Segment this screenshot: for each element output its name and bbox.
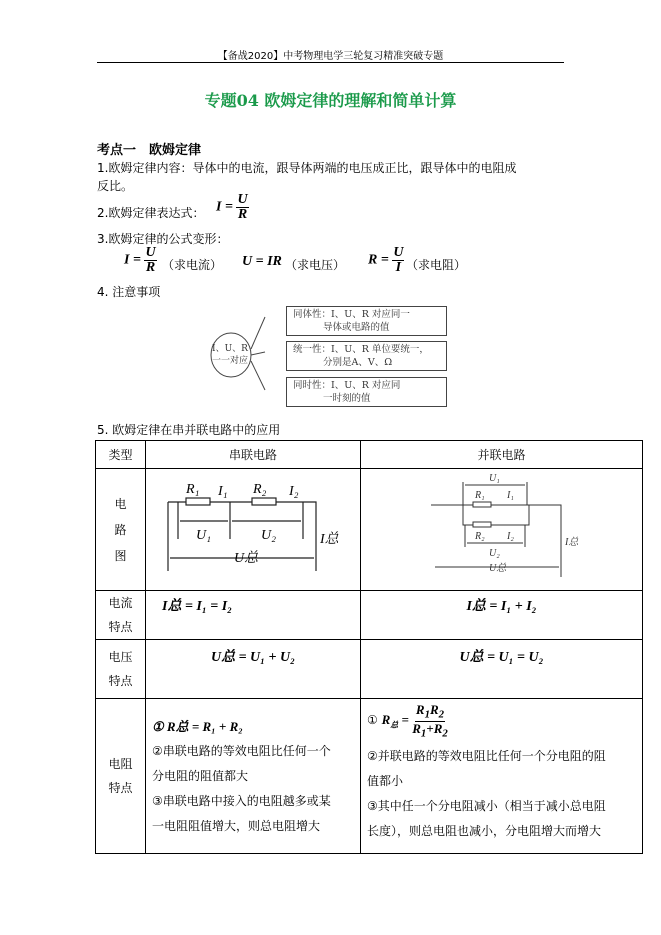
row-label-line: 电阻 <box>108 757 133 771</box>
row-label-line: 电流 <box>108 596 133 610</box>
page-title: 专题04 欧姆定律的理解和简单计算 <box>204 91 457 110</box>
formula-current-note: （求电流） <box>162 258 223 272</box>
note-marker: ① <box>367 713 378 727</box>
label-r2: R₂ <box>475 531 485 542</box>
note-line: 值都小 <box>367 773 404 788</box>
paragraph-1: 1.欧姆定律内容：导体中的电流，跟导体两端的电压成正比，跟导体中的电阻成 <box>97 161 517 175</box>
row-label-line: 特点 <box>108 674 133 688</box>
parallel-voltage-formula: U总 = U₁ = U₂ <box>361 640 643 699</box>
series-voltage-formula: U总 = U₁ + U₂ <box>146 640 361 699</box>
row-label-line: 特点 <box>108 781 133 795</box>
series-resistance-notes <box>146 699 361 854</box>
note-line: ③其中任一个分电阻减小（相当于减小总电阻 <box>367 798 606 813</box>
row-label-resistance <box>96 699 146 854</box>
label-u2: U₂ <box>489 548 500 559</box>
formula-resistance: R = $\frac{U}{I}$ <box>368 245 404 275</box>
label-u2: U₂ <box>261 528 276 543</box>
ohm-law-table <box>95 440 643 854</box>
paragraph-2: 2.欧姆定律表达式： <box>97 206 205 220</box>
label-i2: I₂ <box>507 531 514 542</box>
ohm-formula: I = $\frac{U}{R}$ <box>216 192 248 222</box>
col-header-series: 串联电路 <box>146 441 361 469</box>
paragraph-1-cont: 反比。 <box>97 179 134 193</box>
note-line: ③串联电路中接入的电阻越多或某 <box>152 793 331 808</box>
mindmap-branch-3-cont: 一时刻的值 <box>323 393 371 404</box>
label-i2: I₂ <box>289 484 299 499</box>
label-i1: I₁ <box>507 490 514 501</box>
label-i1: I₁ <box>218 484 228 499</box>
row-label-diagram-cell <box>96 469 146 591</box>
row-label-current <box>96 591 146 640</box>
series-resistance-formula: ① R总 = R₁ + R₂ <box>152 718 243 734</box>
row-label-voltage <box>96 640 146 699</box>
mindmap-center-sub: 一一对应 <box>212 356 249 366</box>
note-line: 一电阻阻值增大，则总电阻增大 <box>152 818 321 833</box>
note-line: 分电阻的阻值都大 <box>152 768 249 783</box>
paragraph-5: 5. 欧姆定律在串并联电路中的应用 <box>97 423 281 437</box>
parallel-resistance-notes <box>361 699 643 854</box>
label-itotal: I总 <box>320 532 339 547</box>
row-label-line: 特点 <box>108 620 133 634</box>
series-current-formula: I总 = I₁ = I₂ <box>146 591 361 640</box>
label-r1: R₁ <box>475 490 485 501</box>
parallel-resistance-formula: $R_总$ = $\frac{R_1R_2}{R_1+R_2}$ <box>381 702 448 740</box>
label-r2: R₂ <box>253 482 267 497</box>
parallel-current-formula: I总 = I₁ + I₂ <box>361 591 643 640</box>
label-r1: R₁ <box>186 482 200 497</box>
col-header-type: 类型 <box>96 441 146 469</box>
label-utotal: U总 <box>234 551 259 566</box>
mindmap-branch-2-cont: 分别是A、V、Ω <box>323 357 393 368</box>
formula-resistance-note: （求电阻） <box>406 258 467 272</box>
formula-voltage: U = IR <box>242 254 282 269</box>
label-u1: U₁ <box>489 473 500 484</box>
col-header-parallel: 并联电路 <box>361 441 643 469</box>
mindmap-branch-3: 同时性：I、U、R 对应同 <box>293 380 401 391</box>
mindmap-branch-1-cont: 导体或电路的值 <box>323 322 390 333</box>
mindmap-center: I、U、R <box>212 344 248 354</box>
formula-current: I = $\frac{U}{R}$ <box>124 245 156 275</box>
paragraph-4: 4. 注意事项 <box>97 285 161 299</box>
series-circuit-diagram <box>146 469 361 591</box>
label-itotal: I总 <box>565 537 579 548</box>
section-heading: 考点一 欧姆定律 <box>97 143 202 158</box>
row-label-line: 电压 <box>108 650 133 664</box>
label-utotal: U总 <box>489 563 507 574</box>
formula-voltage-note: （求电压） <box>285 258 346 272</box>
mindmap-branch-2: 统一性：I、U、R 单位要统一， <box>293 344 429 355</box>
row-label-diagram: 电路图 <box>114 496 127 563</box>
parallel-circuit-diagram <box>361 469 643 591</box>
header-rule <box>97 62 564 63</box>
mindmap-branch-1: 同体性：I、U、R 对应同一 <box>293 309 410 320</box>
note-line: 长度），则总电阻也减小，分电阻增大而增大 <box>367 823 602 838</box>
label-u1: U₁ <box>196 528 211 543</box>
note-line: ②并联电路的等效电阻比任何一个分电阻的阻 <box>367 748 606 763</box>
paragraph-3: 3.欧姆定律的公式变形： <box>97 232 229 246</box>
running-header: 【备战2020】中考物理电学三轮复习精准突破专题 <box>217 51 444 62</box>
note-line: ②串联电路的等效电阻比任何一个 <box>152 743 331 758</box>
